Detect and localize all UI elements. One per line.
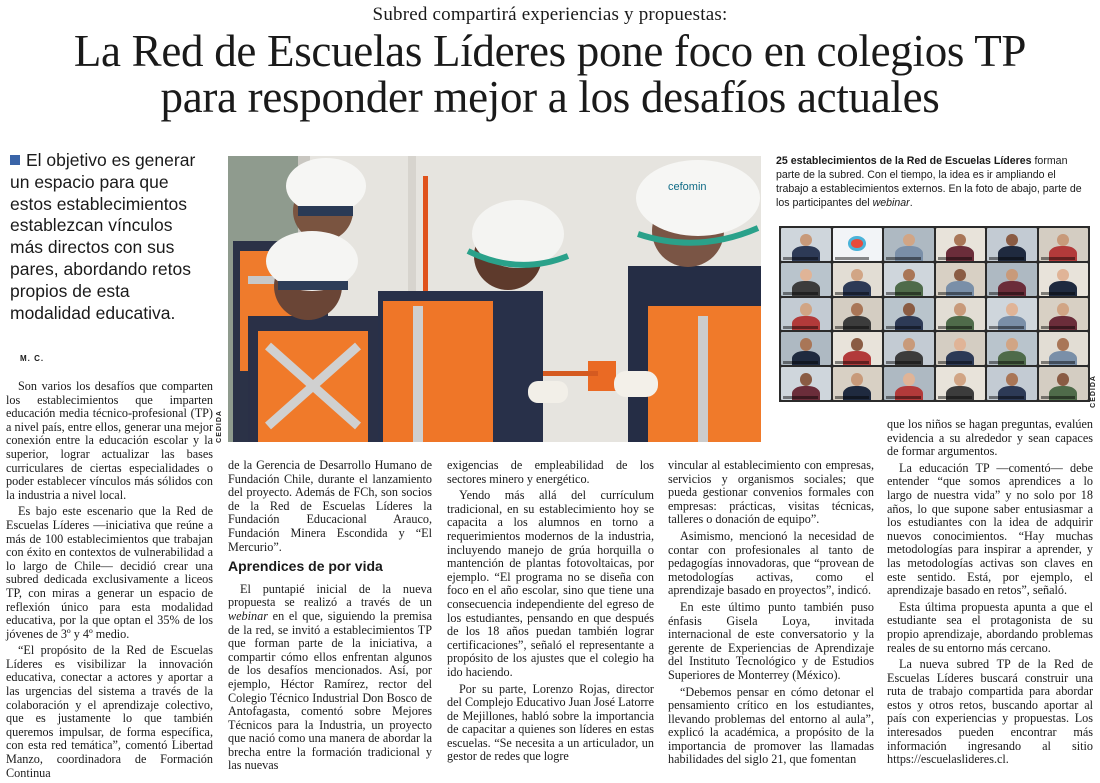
pull-quote [10, 150, 210, 324]
headline-line-1: La Red de Escuelas Líderes pone foco en colegios TP [73, 26, 1027, 76]
participant-video-tile [936, 367, 986, 400]
participant-video-tile [884, 332, 934, 365]
participant-video-tile [884, 298, 934, 331]
caption-body: forman parte de la subred. Con el tiempo, la idea es ir ampliando el trabajo a establecimientos externos. En la foto de abajo, parte de los participantes del [776, 155, 1082, 209]
paragraph: Son varios los desafíos que comparten los establecimientos que imparten educación media técnico-profesional (TP) a nivel país, entre ellos, generar una mejor conexión entre la educación escolar y la superior, lograr actualizar las bases curriculares de ciertas especialidades o poder establecer vínculos más sólidos con la industria a nivel local. [6, 379, 213, 502]
participant-video-tile [781, 298, 831, 331]
paragraph: vincular al establecimiento con empresas, servicios y organismos sociales; que pueda gestionar convenios formales con empresas: prácticas, visitas técnicas, talleres o donación de equipo”. [668, 458, 874, 527]
caption-end: . [909, 197, 913, 209]
participant-video-tile [833, 228, 883, 261]
paragraph: Esta última propuesta apunta a que el estudiante sea el protagonista de su propio aprendizaje, abordando problemas reales de su entorno más cercano. [887, 599, 1093, 655]
participant-video-tile [781, 367, 831, 400]
article-column-1 [6, 380, 213, 783]
participant-video-tile [987, 332, 1037, 365]
participant-video-tile [1039, 298, 1089, 331]
photo-credit: CEDIDA [216, 410, 223, 443]
photo-credit-2: CEDIDA [1090, 375, 1097, 408]
paragraph: exigencias de empleabilidad de los sectores minero y energético. [447, 458, 654, 486]
article-headline [0, 28, 1100, 120]
article-column-4 [668, 459, 874, 770]
participant-video-tile [936, 332, 986, 365]
helmet-logo-text: cefomin [668, 181, 707, 193]
article-column-3 [447, 459, 654, 767]
participant-video-tile [936, 263, 986, 296]
paragraph: La educación TP —comentó— debe entender “que somos aprendices a lo largo de nuestra vida” y no solo por 18 años, lo que supone saber entusiasmar a los estudiantes con la idea de adquirir nuevos conocimientos. “Hay muchas metodologías para inspirar a aprender, y las metodologías activas son claves en este sentido. Está, por ejemplo, el aprendizaje basado en retos”, señaló. [887, 460, 1093, 598]
participant-video-tile [833, 367, 883, 400]
article-column-2 [228, 459, 432, 776]
paragraph: El puntapié inicial de la nueva propuesta se realizó a través de un webinar en el que, siguiendo la premisa de la red, se invitó a establecimientos TP que forman parte de la iniciativa, a compartir cómo ellos enfrentan algunos de los desafíos mencionados. Así, por ejemplo, Héctor Ramírez, rector del Colegio Técnico Industrial Don Bosco de Antofagasta, comentó sobre Mejores Técnicos para la Industria, un proyecto que nació como una manera de abordar la brecha entre la formación tradicional y las nuevas [228, 581, 432, 773]
participant-video-tile [987, 263, 1037, 296]
students-workshop-photo [228, 156, 761, 442]
caption-italic: webinar [872, 197, 910, 209]
workshop-illustration [228, 156, 761, 442]
article-kicker: Subred compartirá experiencias y propuestas: [372, 4, 728, 25]
participant-video-tile [936, 298, 986, 331]
participant-video-tile [987, 228, 1037, 261]
participant-video-tile [781, 228, 831, 261]
photo-caption [776, 154, 1090, 210]
network-logo-icon [848, 236, 866, 251]
paragraph: de la Gerencia de Desarrollo Humano de Fundación Chile, durante el lanzamiento del proyecto. Además de FCh, son socios de la Red de Escuelas Líderes la Fundación Educacional Arauco, Fundación Minera Escondida y “El Mercurio”. [228, 458, 432, 554]
paragraph: Yendo más allá del currículum tradicional, en su establecimiento hoy se capacita a los alumnos en torno a requerimientos modernos de la industria, incluyendo manejo de grúa horquilla o mantención de plantas fotovoltaicas, por ejemplo. “El programa no se diseña con foco en el año escolar, sino que tiene una consecuencia independiente del egreso de los estudiantes, pensando en que después de los 18 años puedan también lograr certificaciones”, señaló el representante a propósito de los ajustes que el colegio ha ido haciendo. [447, 488, 654, 679]
headline-line-2: para responder mejor a los desafíos actuales [160, 72, 940, 122]
pull-quote-text: El objetivo es generar un espacio para que estos establecimientos establezcan vínculos más directos con sus pares, abordando retos propios de esta modalidad educativa. [10, 150, 196, 323]
paragraph: Por su parte, Lorenzo Rojas, director del Complejo Educativo Juan José Latorre de Mejillones, habló sobre la importancia de capacitar a quienes son líderes en estas escuelas. “Se necesita a un articulador, un gestor de redes que logre [447, 681, 654, 764]
paragraph: En este último punto también puso énfasis Gisela Loya, invitada internacional de este conversatorio y la gerente de Experiencias de Aprendizaje del Instituto Tecnológico y de Estudios Superiores de Monterrey (México). [668, 599, 874, 682]
paragraph: Es bajo este escenario que la Red de Escuelas Líderes —iniciativa que reúne a más de 100 establecimientos que trabajan con éxito en contextos de vulnerabilidad a lo largo de Chile— decidió crear una subred dedicada exclusivamente a liceos TP, con miras a generar un espacio de reflexión único para esta modalidad educativa, por la que optan el 35% de los jóvenes de 3º y 4º medio. [6, 504, 213, 641]
paragraph: La nueva subred TP de la Red de Escuelas Líderes buscará construir una ruta de trabajo compartida para abordar estos y otros retos, buscando aportar al país con experiencias y propuestas. Los interesados pueden encontrar más información ingresando al sitio https://escuelaslideres.cl. [887, 657, 1093, 767]
participant-video-tile [987, 298, 1037, 331]
participant-video-tile [884, 228, 934, 261]
participant-video-tile [833, 298, 883, 331]
paragraph: “El propósito de la Red de Escuelas Líderes es visibilizar la innovación educativa, conectar a actores y aportar a las urgencias del sistema a través de la colaboración y el aprendizaje colectivo, que es justamente lo que también queremos impulsar, de forma específica, con esta red temática”, comentó Libertad Manzo, coordinadora de Formación Continua [6, 643, 213, 780]
participant-video-tile [884, 263, 934, 296]
article-column-5 [887, 418, 1093, 770]
webinar-participants-grid [779, 226, 1090, 402]
participant-video-tile [1039, 228, 1089, 261]
participant-video-tile [1039, 263, 1089, 296]
participant-video-tile [987, 367, 1037, 400]
participant-video-tile [884, 367, 934, 400]
participant-video-tile [781, 263, 831, 296]
caption-lead: 25 establecimientos de la Red de Escuelas Líderes [776, 155, 1032, 167]
byline: M. C. [20, 354, 45, 363]
paragraph: que los niños se hagan preguntas, evalúen evidencia a su alrededor y sean capaces de formar argumentos. [887, 417, 1093, 459]
participant-video-tile [936, 228, 986, 261]
paragraph: “Debemos pensar en cómo detonar el pensamiento crítico en los estudiantes, llevando problemas del entorno al aula”, explicó la académica, a propósito de la importancia de promover las llamadas habilidades del siglo 21, que fomentan [668, 684, 874, 767]
participant-video-tile [781, 332, 831, 365]
participant-video-tile [1039, 332, 1089, 365]
square-bullet-icon [10, 155, 20, 165]
paragraph: Asimismo, mencionó la necesidad de contar con profesionales al tanto de pedagogías innovadoras, que “provean de metodologías activas, como el aprendizaje basado en proyectos”, indicó. [668, 528, 874, 598]
participant-video-tile [1039, 367, 1089, 400]
participant-video-tile [833, 263, 883, 296]
participant-video-tile [833, 332, 883, 365]
section-heading: Aprendices de por vida [228, 558, 383, 575]
